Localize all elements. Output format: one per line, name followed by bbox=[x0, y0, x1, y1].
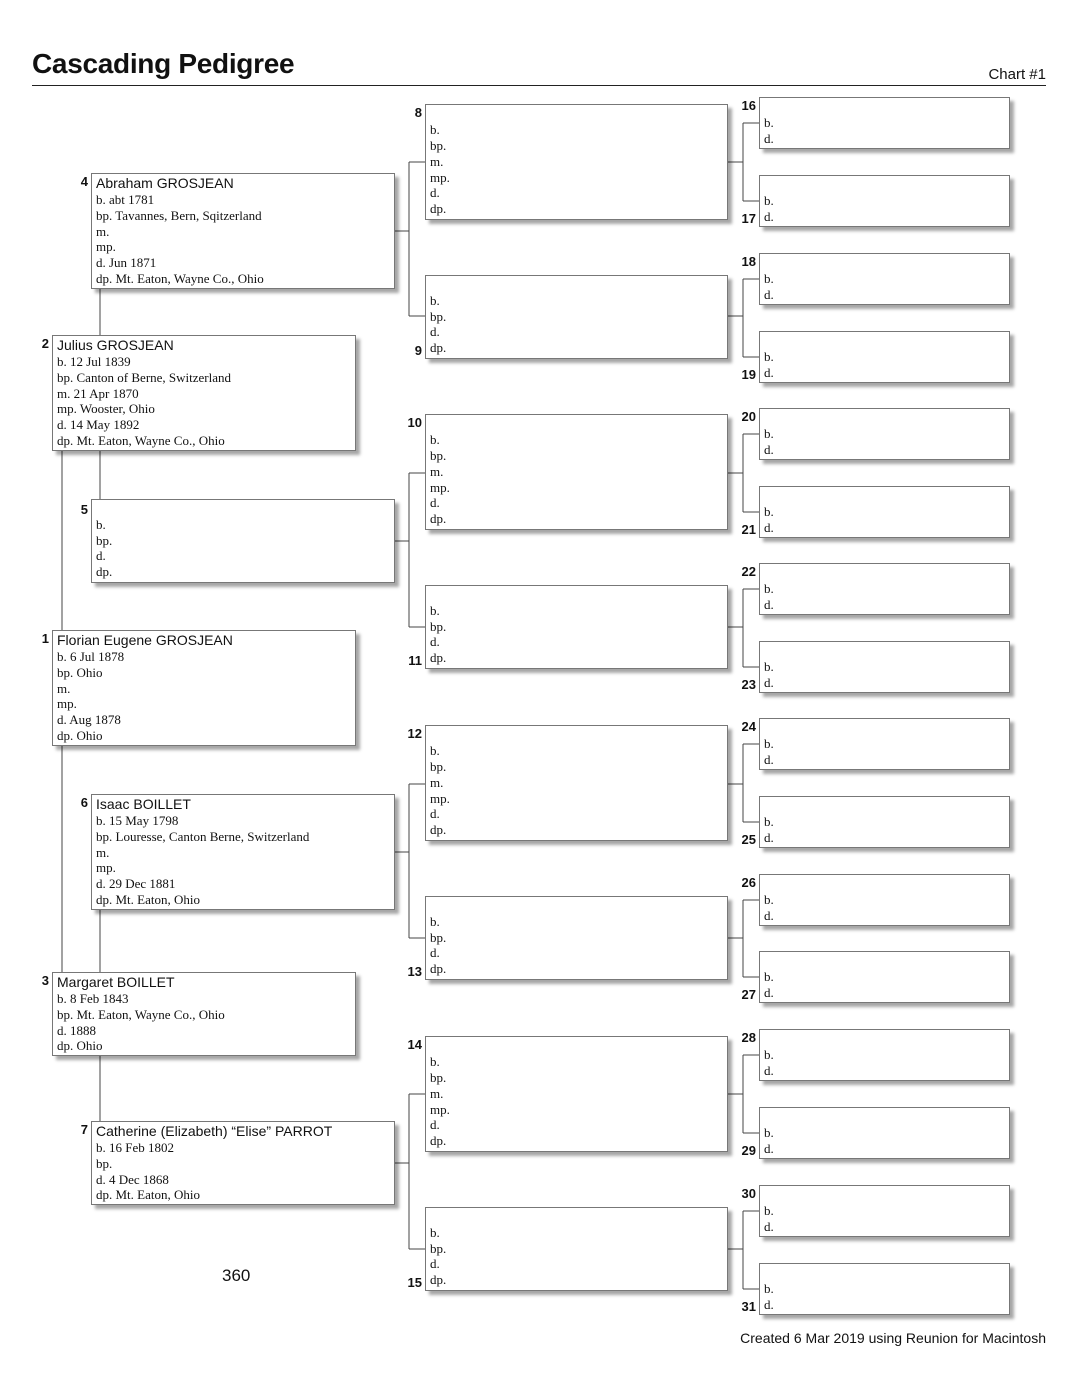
person-box-1 bbox=[52, 630, 356, 746]
detail-line: dp. bbox=[430, 340, 447, 356]
detail-line: dp. bbox=[430, 650, 447, 666]
generation-number: 1 bbox=[41, 631, 49, 646]
person-details bbox=[92, 500, 394, 580]
detail-line: m. bbox=[430, 463, 444, 479]
person-details bbox=[760, 98, 1009, 147]
generation-number: 15 bbox=[407, 1275, 422, 1290]
detail-line: d. 1888 bbox=[57, 1022, 96, 1038]
detail-line: b. abt 1781 bbox=[96, 192, 155, 207]
detail-line: bp. Louresse, Canton Berne, Switzerland bbox=[96, 828, 310, 844]
detail-line: d. bbox=[764, 752, 774, 768]
person-name: Isaac BOILLET bbox=[96, 796, 191, 812]
detail-line: b. bbox=[764, 1203, 774, 1219]
person-details bbox=[426, 276, 727, 356]
detail-line: b. 8 Feb 1843 bbox=[57, 991, 129, 1006]
person-details bbox=[760, 875, 1009, 924]
generation-number: 30 bbox=[741, 1186, 756, 1201]
person-box-6 bbox=[91, 794, 395, 910]
detail-line: d. Jun 1871 bbox=[96, 255, 157, 271]
detail-line: m. bbox=[430, 1085, 444, 1101]
person-details bbox=[760, 797, 1009, 846]
generation-number: 3 bbox=[41, 973, 49, 988]
detail-line: b. bbox=[764, 193, 774, 209]
detail-line: dp. Ohio bbox=[57, 1038, 103, 1054]
person-details bbox=[760, 952, 1009, 1001]
person-details bbox=[426, 897, 727, 977]
detail-line: bp. bbox=[430, 308, 447, 324]
person-details bbox=[53, 354, 355, 449]
person-name: Margaret BOILLET bbox=[57, 974, 175, 990]
person-details bbox=[426, 1037, 727, 1149]
person-details bbox=[760, 1264, 1009, 1313]
detail-line: d. bbox=[764, 985, 774, 1001]
detail-line: mp. bbox=[430, 169, 450, 185]
detail-line: d. bbox=[764, 908, 774, 924]
detail-line: b. bbox=[764, 426, 774, 442]
person-box-4 bbox=[91, 173, 395, 289]
chart-title: Cascading Pedigree bbox=[32, 48, 295, 79]
person-box-2 bbox=[52, 335, 356, 451]
generation-number: 8 bbox=[414, 105, 422, 120]
detail-line: bp. bbox=[96, 1155, 113, 1171]
detail-line: dp. bbox=[430, 822, 447, 838]
person-details bbox=[760, 176, 1009, 225]
detail-line: b. bbox=[430, 432, 440, 448]
detail-line: d. bbox=[764, 209, 774, 225]
person-box-9 bbox=[425, 275, 728, 359]
person-details bbox=[426, 415, 727, 527]
detail-line: b. bbox=[430, 292, 440, 308]
person-details bbox=[760, 1108, 1009, 1157]
generation-number: 18 bbox=[741, 254, 756, 269]
detail-line: dp. bbox=[430, 1133, 447, 1149]
person-box-31 bbox=[759, 1263, 1010, 1315]
detail-line: dp. bbox=[430, 1272, 447, 1288]
person-name: Catherine (Elizabeth) “Elise” PARROT bbox=[96, 1123, 333, 1139]
detail-line: dp. Mt. Eaton, Wayne Co., Ohio bbox=[57, 432, 225, 448]
person-box-24 bbox=[759, 718, 1010, 770]
person-name: Abraham GROSJEAN bbox=[96, 175, 234, 191]
person-box-5 bbox=[91, 499, 395, 583]
person-box-27 bbox=[759, 951, 1010, 1003]
detail-line: dp. bbox=[430, 511, 447, 527]
detail-line: m. bbox=[96, 844, 110, 860]
detail-line: d. 4 Dec 1868 bbox=[96, 1171, 169, 1187]
detail-line: b. bbox=[430, 743, 440, 759]
detail-line: mp. bbox=[57, 696, 77, 712]
person-box-23 bbox=[759, 641, 1010, 693]
detail-line: d. bbox=[430, 185, 440, 201]
person-name: Florian Eugene GROSJEAN bbox=[57, 632, 233, 648]
detail-line: b. bbox=[430, 122, 440, 138]
person-box-7 bbox=[91, 1121, 395, 1205]
detail-line: d. Aug 1878 bbox=[57, 712, 121, 728]
generation-number: 12 bbox=[407, 726, 422, 741]
detail-line: d. bbox=[764, 1141, 774, 1157]
generation-number: 4 bbox=[80, 174, 88, 189]
generation-number: 19 bbox=[741, 367, 756, 382]
detail-line: dp. bbox=[430, 961, 447, 977]
detail-line: b. bbox=[764, 349, 774, 365]
generation-number: 7 bbox=[80, 1122, 88, 1137]
generation-number: 22 bbox=[741, 564, 756, 579]
person-box-17 bbox=[759, 175, 1010, 227]
generation-number: 29 bbox=[741, 1143, 756, 1158]
detail-line: d. bbox=[430, 945, 440, 961]
detail-line: m. bbox=[96, 223, 110, 239]
detail-line: d. 14 May 1892 bbox=[57, 417, 140, 433]
person-name: Julius GROSJEAN bbox=[57, 337, 174, 353]
detail-line: b. bbox=[764, 969, 774, 985]
person-box-18 bbox=[759, 253, 1010, 305]
detail-line: dp. bbox=[96, 564, 113, 580]
detail-line: d. bbox=[764, 830, 774, 846]
person-box-25 bbox=[759, 796, 1010, 848]
person-details bbox=[53, 649, 355, 744]
detail-line: bp. bbox=[430, 618, 447, 634]
detail-line: mp. bbox=[96, 239, 116, 255]
generation-number: 17 bbox=[741, 211, 756, 226]
detail-line: d. 29 Dec 1881 bbox=[96, 876, 176, 892]
person-box-11 bbox=[425, 585, 728, 669]
person-box-22 bbox=[759, 563, 1010, 615]
person-box-20 bbox=[759, 408, 1010, 460]
detail-line: bp. bbox=[430, 137, 447, 153]
person-details bbox=[760, 719, 1009, 768]
chart-number: Chart #1 bbox=[988, 66, 1046, 83]
detail-line: b. 12 Jul 1839 bbox=[57, 354, 131, 369]
detail-line: d. bbox=[96, 548, 106, 564]
person-details bbox=[760, 1186, 1009, 1235]
detail-line: d. bbox=[430, 1117, 440, 1133]
detail-line: b. bbox=[764, 736, 774, 752]
person-details bbox=[426, 105, 727, 217]
person-details bbox=[92, 813, 394, 908]
footer-credit: Created 6 Mar 2019 using Reunion for Macintosh bbox=[740, 1330, 1046, 1346]
detail-line: d. bbox=[764, 131, 774, 147]
person-details bbox=[760, 332, 1009, 381]
generation-number: 20 bbox=[741, 409, 756, 424]
person-box-8 bbox=[425, 104, 728, 220]
person-box-16 bbox=[759, 97, 1010, 149]
detail-line: d. bbox=[430, 1256, 440, 1272]
detail-line: b. bbox=[764, 581, 774, 597]
generation-number: 6 bbox=[80, 795, 88, 810]
detail-line: d. bbox=[764, 287, 774, 303]
detail-line: b. bbox=[96, 516, 106, 532]
detail-line: b. bbox=[764, 1125, 774, 1141]
generation-number: 10 bbox=[407, 415, 422, 430]
generation-number: 23 bbox=[741, 677, 756, 692]
detail-line: b. bbox=[430, 913, 440, 929]
detail-line: bp. Canton of Berne, Switzerland bbox=[57, 369, 232, 385]
detail-line: b. bbox=[430, 602, 440, 618]
generation-number: 31 bbox=[741, 1299, 756, 1314]
detail-line: bp. Ohio bbox=[57, 664, 103, 680]
generation-number: 2 bbox=[41, 336, 49, 351]
detail-line: d. bbox=[764, 1297, 774, 1313]
person-details bbox=[426, 726, 727, 838]
detail-line: b. bbox=[764, 271, 774, 287]
detail-line: m. 21 Apr 1870 bbox=[57, 385, 139, 401]
person-box-29 bbox=[759, 1107, 1010, 1159]
person-box-21 bbox=[759, 486, 1010, 538]
generation-number: 9 bbox=[414, 343, 422, 358]
person-box-28 bbox=[759, 1029, 1010, 1081]
person-box-19 bbox=[759, 331, 1010, 383]
detail-line: bp. Mt. Eaton, Wayne Co., Ohio bbox=[57, 1006, 225, 1022]
detail-line: bp. bbox=[96, 532, 113, 548]
person-details bbox=[92, 192, 394, 287]
detail-line: d. bbox=[764, 365, 774, 381]
detail-line: dp. Ohio bbox=[57, 727, 103, 743]
generation-number: 13 bbox=[407, 964, 422, 979]
detail-line: dp. bbox=[430, 201, 447, 217]
detail-line: mp. bbox=[96, 860, 116, 876]
generation-number: 11 bbox=[408, 653, 422, 668]
detail-line: bp. bbox=[430, 758, 447, 774]
detail-line: d. bbox=[764, 597, 774, 613]
person-box-13 bbox=[425, 896, 728, 980]
person-details bbox=[426, 1208, 727, 1288]
detail-line: d. bbox=[430, 806, 440, 822]
detail-line: d. bbox=[430, 324, 440, 340]
detail-line: mp. bbox=[430, 479, 450, 495]
detail-line: bp. bbox=[430, 929, 447, 945]
detail-line: b. bbox=[430, 1054, 440, 1070]
generation-number: 25 bbox=[741, 832, 756, 847]
person-details bbox=[760, 1030, 1009, 1079]
detail-line: m. bbox=[430, 774, 444, 790]
person-box-30 bbox=[759, 1185, 1010, 1237]
detail-line: b. bbox=[764, 115, 774, 131]
detail-line: b. 16 Feb 1802 bbox=[96, 1140, 174, 1155]
person-details bbox=[53, 991, 355, 1054]
detail-line: bp. bbox=[430, 1069, 447, 1085]
person-details bbox=[92, 1140, 394, 1203]
detail-line: b. bbox=[764, 1281, 774, 1297]
generation-number: 27 bbox=[741, 987, 756, 1002]
detail-line: mp. bbox=[430, 1101, 450, 1117]
person-details bbox=[760, 254, 1009, 303]
person-details bbox=[760, 642, 1009, 691]
generation-number: 5 bbox=[80, 502, 88, 517]
person-box-14 bbox=[425, 1036, 728, 1152]
person-box-3 bbox=[52, 972, 356, 1056]
detail-line: bp. bbox=[430, 1240, 447, 1256]
page-number: 360 bbox=[222, 1266, 251, 1285]
detail-line: bp. Tavannes, Bern, Sqitzerland bbox=[96, 207, 262, 223]
person-details bbox=[426, 586, 727, 666]
detail-line: mp. bbox=[430, 790, 450, 806]
person-box-10 bbox=[425, 414, 728, 530]
detail-line: m. bbox=[430, 153, 444, 169]
person-box-26 bbox=[759, 874, 1010, 926]
detail-line: b. 15 May 1798 bbox=[96, 813, 179, 828]
detail-line: mp. Wooster, Ohio bbox=[57, 401, 155, 417]
detail-line: b. bbox=[764, 1047, 774, 1063]
detail-line: d. bbox=[764, 1219, 774, 1235]
generation-number: 28 bbox=[741, 1030, 756, 1045]
person-box-15 bbox=[425, 1207, 728, 1291]
detail-line: bp. bbox=[430, 447, 447, 463]
detail-line: d. bbox=[430, 495, 440, 511]
generation-number: 14 bbox=[407, 1037, 422, 1052]
generation-number: 26 bbox=[741, 875, 756, 890]
person-details bbox=[760, 564, 1009, 613]
generation-number: 21 bbox=[741, 522, 756, 537]
detail-line: dp. Mt. Eaton, Ohio bbox=[96, 891, 200, 907]
detail-line: b. bbox=[764, 814, 774, 830]
detail-line: m. bbox=[57, 680, 71, 696]
detail-line: d. bbox=[764, 520, 774, 536]
detail-line: dp. Mt. Eaton, Wayne Co., Ohio bbox=[96, 270, 264, 286]
generation-number: 16 bbox=[741, 98, 756, 113]
detail-line: b. bbox=[764, 504, 774, 520]
detail-line: d. bbox=[764, 442, 774, 458]
detail-line: d. bbox=[764, 675, 774, 691]
detail-line: d. bbox=[764, 1063, 774, 1079]
detail-line: b. bbox=[764, 659, 774, 675]
detail-line: b. 6 Jul 1878 bbox=[57, 649, 125, 664]
person-box-12 bbox=[425, 725, 728, 841]
detail-line: b. bbox=[764, 892, 774, 908]
detail-line: dp. Mt. Eaton, Ohio bbox=[96, 1187, 200, 1203]
person-details bbox=[760, 409, 1009, 458]
generation-number: 24 bbox=[741, 719, 756, 734]
detail-line: b. bbox=[430, 1224, 440, 1240]
person-details bbox=[760, 487, 1009, 536]
detail-line: d. bbox=[430, 634, 440, 650]
